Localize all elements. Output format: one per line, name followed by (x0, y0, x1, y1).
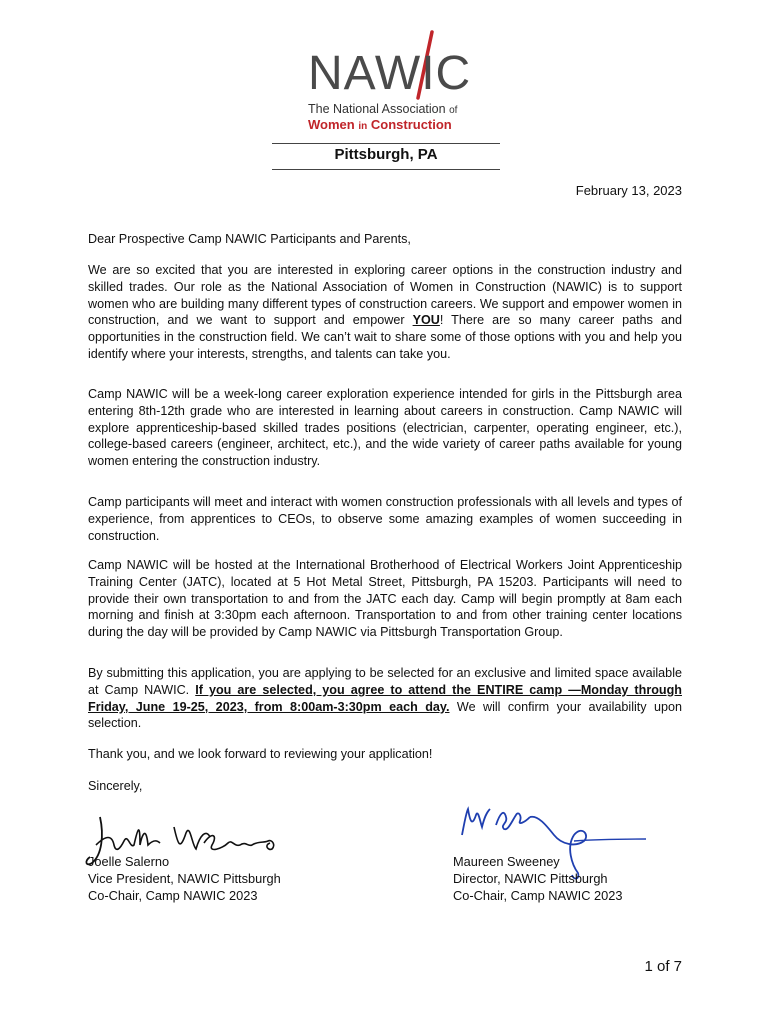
closing: Sincerely, (88, 779, 143, 793)
logo-tagline-2: Women in Construction (308, 117, 452, 132)
chapter-rule-top (272, 143, 500, 144)
signatory-right-title: Director, NAWIC Pittsburgh (453, 871, 608, 886)
signatory-left (88, 853, 281, 904)
signatory-left-name: Joelle Salerno (88, 854, 170, 869)
paragraph-participants: Camp participants will meet and interact with women construction professionals with all levels and types of experience, from apprentices to CEOs, to observe some amazing examples of women succeeding in construction. (88, 495, 682, 543)
chapter-name: Pittsburgh, PA (334, 146, 438, 163)
attendance-requirement: If you are selected, you agree to attend the ENTIRE camp —Monday through Friday, June 19-25, 2023, from 8:00am-3:30pm each day. (88, 682, 682, 714)
nawic-logo (300, 28, 500, 133)
paragraph-application: By submitting this application, you are applying to be selected for an exclusive and limited space available at Camp NAWIC. If you are selected, you agree to attend the ENTIRE camp —Monday through Friday, June 19-25, 2023, from 8:00am-3:30pm each day. We will confirm your availability upon selection. (88, 666, 683, 731)
signatory-right-name: Maureen Sweeney (453, 854, 560, 869)
salutation: Dear Prospective Camp NAWIC Participants and Parents, (88, 232, 411, 246)
paragraph-camp-description: Camp NAWIC will be a week-long career exploration experience intended for girls in the Pittsburgh area entering 8th-12th grade who are interested in learning about careers in construction. Camp NAWIC will explore apprenticeship-based skilled trades positions (electrician, carpenter, operating engineer, etc.), college-based careers (engineer, architect, etc.), and the wide variety of career paths available for young women entering the construction industry. (88, 387, 682, 469)
letter-date: February 13, 2023 (575, 183, 682, 198)
signatory-left-role: Co-Chair, Camp NAWIC 2023 (88, 888, 258, 903)
logo-wordmark: NAWIC (308, 47, 472, 100)
signatory-left-title: Vice President, NAWIC Pittsburgh (88, 871, 281, 886)
chapter-rule-bottom (272, 169, 500, 170)
page-number: 1 of 7 (644, 958, 682, 975)
thanks-line: Thank you, and we look forward to reviewing your application! (88, 747, 433, 761)
signatory-right-role: Co-Chair, Camp NAWIC 2023 (453, 888, 623, 903)
paragraph-location: Camp NAWIC will be hosted at the International Brotherhood of Electrical Workers Joint Apprenticeship Training Center (JATC), located at 5 Hot Metal Street, Pittsburgh, PA 15203. Participants will need to provide their own transportation to and from the JATC each day. Camp will begin promptly at 8am each morning and finish at 3:30pm each afternoon. Transportation to and from other training center locations during the day will be provided by Camp NAWIC via Pittsburgh Transportation Group. (88, 558, 682, 640)
paragraph-intro: We are so excited that you are interested in exploring career options in the construction industry and skilled trades. Our role as the National Association of Women in Construction (NAWIC) is to support women who are building many different types of construction careers. We support and empower women in construction, and we want to support and empower YOU! There are so many career paths and opportunities in the construction field. We can’t wait to share some of those options with you and help you identify where your interests, strengths, and talents can take you. (88, 263, 683, 361)
emphasis-you: YOU (412, 313, 440, 328)
signatory-right (453, 853, 623, 904)
logo-tagline-1: The National Association of (308, 102, 458, 116)
